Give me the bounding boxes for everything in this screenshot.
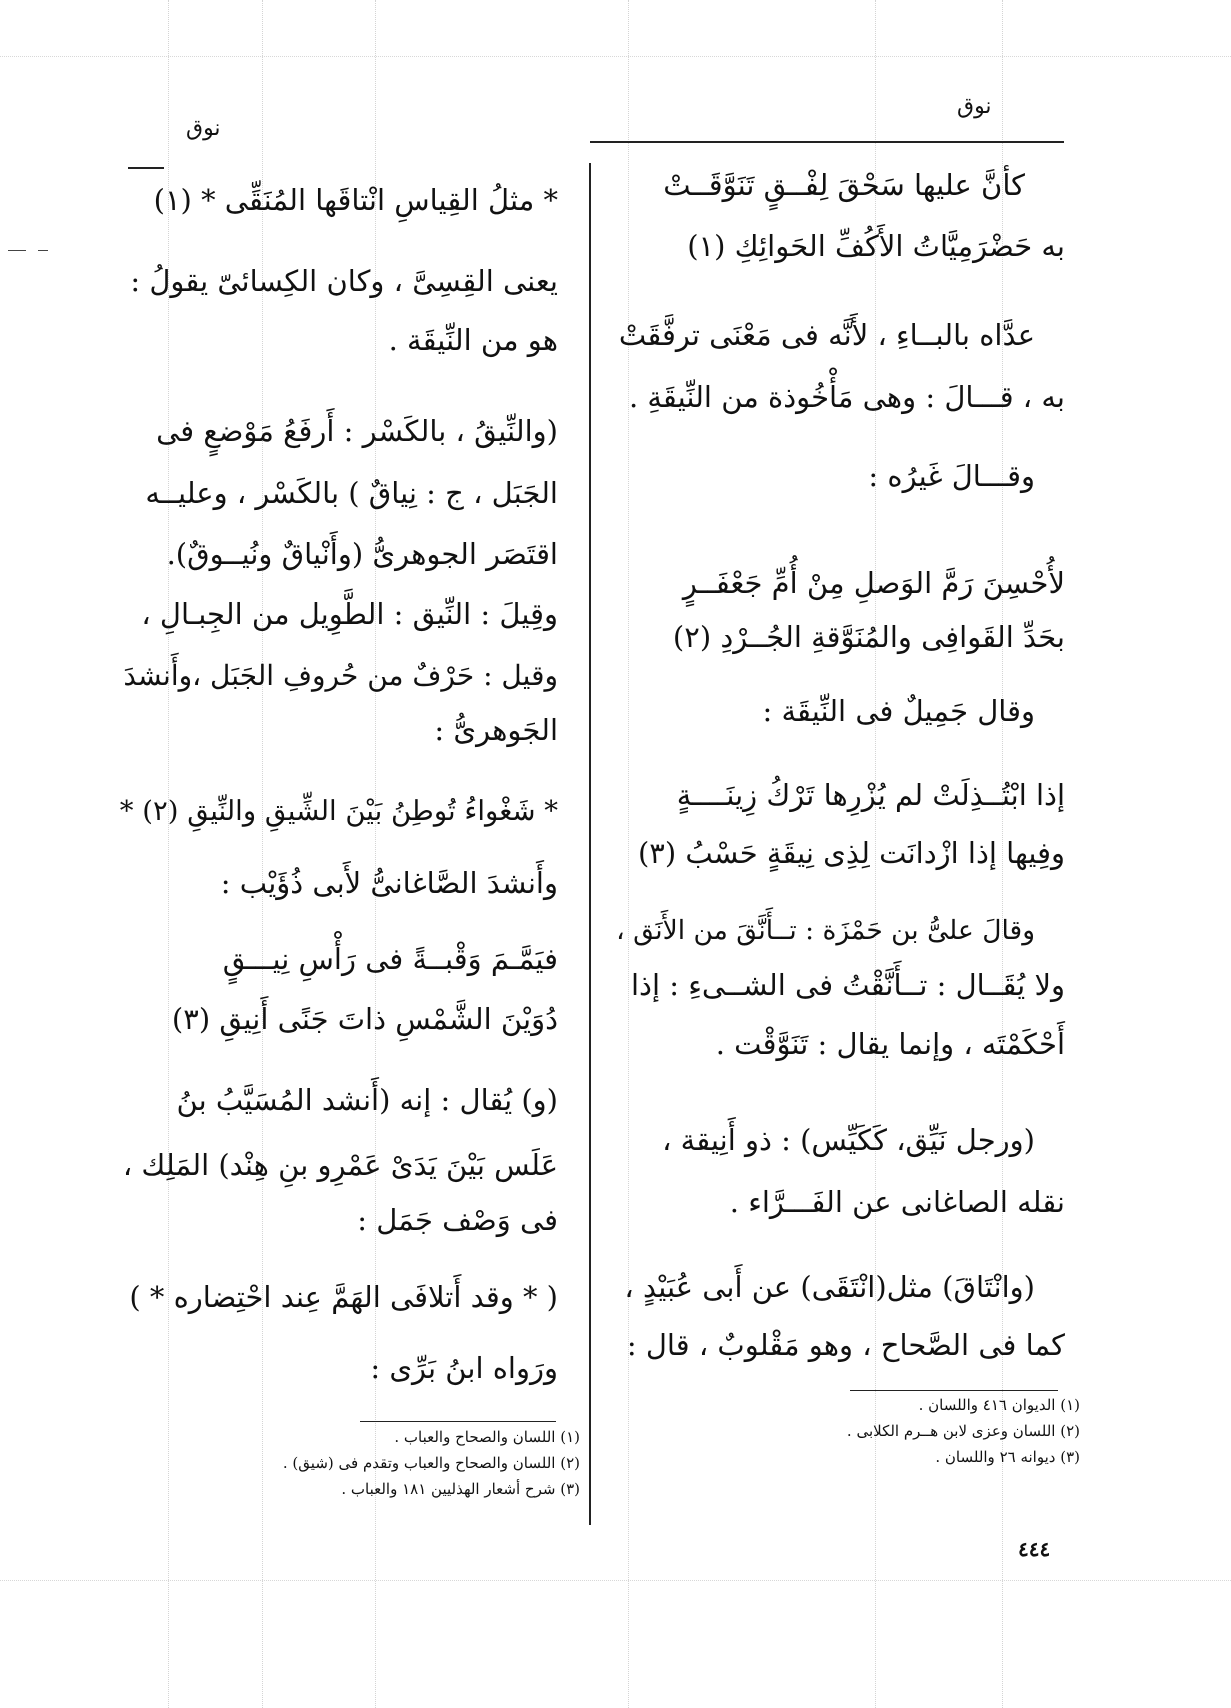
- verse-line: ( * وقد أَتلافَى الهَمَّ عِند احْتِضاره * ): [129, 1280, 558, 1314]
- text-line: وقيل : حَرْفٌ من حُروفِ الجَبَل ،وأَنشدَ: [123, 659, 558, 692]
- right-running-header: نوق: [957, 94, 992, 119]
- footnote-rule-left: [360, 1421, 556, 1422]
- text-line: ورَواه ابنُ بَرِّى :: [370, 1351, 558, 1385]
- footnote: (١) الديوان ٤١٦ واللسان .: [918, 1396, 1080, 1414]
- text-line: فى وَصْف جَمَل :: [357, 1203, 558, 1237]
- footnote: (٢) اللسان والصحاح والعباب وتقدم فى (شيق) .: [282, 1454, 580, 1472]
- text-line: اقتَصَر الجوهرىُّ (وأَنْياقٌ ونُيــوقٌ).: [166, 537, 558, 571]
- text-line: الجَبَل ، ج : نِياقٌ ) بالكَسْر ، وعليــه: [145, 476, 558, 510]
- verse-line: لأُحْسِنَ رَمَّ الوَصلِ مِنْ أُمِّ جَعْفَــرٍ: [682, 566, 1065, 600]
- text-line: (ورجل نَيِّق، كَكَيِّس) : ذو أَنِيقة ،: [662, 1123, 1035, 1157]
- left-footnotes: [260, 1428, 580, 1528]
- text-line: أَحْكَمْتَه ، وإنما يقال : تَنَوَّقْت .: [715, 1027, 1065, 1061]
- text-line: هو من النِّيقَة .: [388, 323, 558, 357]
- text-line: وقال جَمِيلٌ فى النِّيقَة :: [762, 694, 1035, 728]
- footnote: (٣) ديوانه ٢٦ واللسان .: [935, 1448, 1080, 1466]
- text-line: عدَّاه بالبــاءِ ، لأَنَّه فى مَعْنَى ترفَّقَتْ: [618, 318, 1035, 352]
- verse-line: وفِيها إذا ازْدانَت لِذِى نِيقَةٍ حَسْبُ (٣): [637, 836, 1065, 870]
- text-line: (والنِّيقُ ، بالكَسْر : أَرفَعُ مَوْضعٍ فى: [156, 414, 558, 448]
- text-line: وقـــالَ غَيرُه :: [868, 459, 1035, 493]
- text-line: الجَوهرىُّ :: [434, 713, 558, 747]
- verse-line: بحَدِّ القَوافِى والمُنَوَّقةِ الجُــرْدِ (٢): [672, 620, 1065, 654]
- text-line: (و) يُقال : إنه (أَنشد المُسَيَّبُ بنُ: [176, 1083, 558, 1117]
- text-line: ولا يُقَــال : تــأَنَّقْتُ فى الشــىءِ : إذا: [631, 968, 1065, 1002]
- text-line: يعنى القِسِىَّ ، وكان الكِسائىّ يقولُ :: [130, 264, 558, 298]
- right-footnotes: [780, 1396, 1080, 1506]
- text-line: وقِيلَ : النِّيق : الطَّوِيل من الجِبـالِ ،: [141, 597, 558, 631]
- footnote: (٢) اللسان وعزى لابن هــرم الكلابى .: [846, 1422, 1080, 1440]
- verse-line: * مثلُ القِياسِ انْتاقَها المُنَقِّى * (١): [153, 183, 558, 217]
- text-line: عَلَس بَيْنَ يَدَىْ عَمْرِو بنِ هِنْد) المَلِك ،: [122, 1148, 558, 1182]
- scan-grid-line: [0, 1580, 1231, 1581]
- text-line: به ، قـــالَ : وهى مَأْخُوذة من النِّيقَةِ .: [628, 380, 1065, 414]
- left-column: [118, 0, 558, 1460]
- verse-line: به حَضْرَمِيَّاتُ الأَكُفِّ الحَوائِكِ (١): [687, 229, 1065, 263]
- footnote: (١) اللسان والصحاح والعباب .: [394, 1428, 580, 1446]
- verse-line: كأنَّ عليها سَحْقَ لِفْــقٍ تَنَوَّقَــتْ: [663, 168, 1025, 202]
- footnote-rule-right: [850, 1390, 1058, 1391]
- verse-line: إذا ابْتُــذِلَتْ لم يُزْرِها تَرْكُ زِينَــــةٍ: [676, 778, 1065, 812]
- page-number: ٤٤٤: [1018, 1537, 1051, 1561]
- verse-line: * شَغْواءُ تُوطِنُ بَيْنَ الشِّيقِ والنِّيقِ (٢) *: [119, 795, 558, 827]
- text-line: وأَنشدَ الصَّاغانىُّ لأَبى ذُؤَيْب :: [220, 866, 558, 900]
- margin-mark: [8, 250, 26, 251]
- left-running-header: نوق: [186, 116, 221, 141]
- verse-line: فيَمَّـمَ وَقْبــةً فى رَأْسِ نِيـــقٍ: [222, 942, 558, 976]
- text-line: كما فى الصَّحاح ، وهو مَقْلوبٌ ، قال :: [626, 1328, 1065, 1362]
- right-column: [610, 0, 1065, 1520]
- footnote: (٣) شرح أشعار الهذليين ١٨١ والعباب .: [341, 1480, 580, 1498]
- text-line: وقالَ علىُّ بن حَمْزَة : تــأَنَّقَ من الأَنَق ،: [616, 915, 1035, 946]
- text-line: (وانْتَاقَ) مثل(انْتَقَى) عن أَبى عُبَيْدٍ ،: [624, 1270, 1035, 1304]
- verse-line: دُوَيْنَ الشَّمْسِ ذاتَ جَنًى أَنِيقِ (٣): [171, 1002, 558, 1036]
- column-divider: [589, 163, 591, 1525]
- margin-mark: [38, 250, 48, 251]
- text-line: نقله الصاغانى عن الفَـــرَّاء .: [729, 1185, 1065, 1219]
